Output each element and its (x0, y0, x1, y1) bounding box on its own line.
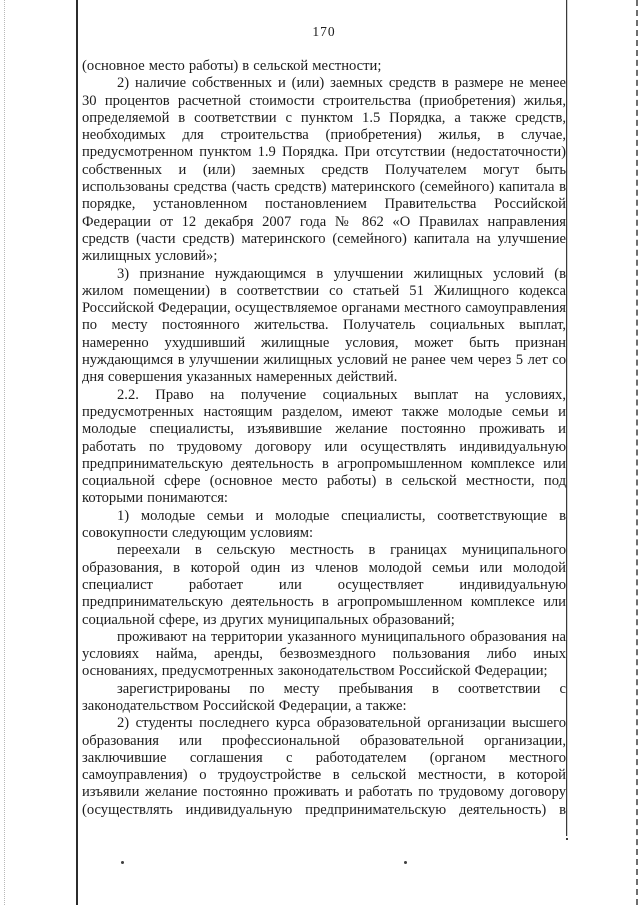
scan-right-edge-line (636, 0, 638, 905)
para-item-3-housing-need: 3) признание нуждающимся в улучшении жилищных условий (в жилом помещении) в соответствии со статьей 51 Жилищного кодекса Российской Федерации, осуществляемое органами местного самоуправления по месту постоянного жительства. Получатель социальных выплат, намеренно ухудшивший жилищные условия, может быть признан нуждающимся в улучшении жилищных условий не ранее чем через 5 лет со дня совершения указанных намеренных действий. (82, 265, 566, 386)
right-border-end-mark (566, 838, 568, 840)
para-section-2-2-right-to-payments: 2.2. Право на получение социальных выплат на условиях, предусмотренных настоящим разделом, имеют также молодые семьи и молодые специалисты, изъявившие желание постоянно проживать и работать по трудовому договору или осуществлять индивидуальную предпринимательскую деятельность в агропромышленном комплексе или социальной сфере (основное место работы) в сельской местности, под которыми понимаются: (82, 386, 566, 507)
page-number: 170 (312, 24, 336, 39)
para-residing-in-municipality: проживают на территории указанного муниципального образования на условиях найма, аренды, безвозмездного пользования либо иных основаниях, предусмотренных законодательством Российской Федерации; (82, 628, 566, 680)
scan-left-edge-artifact (4, 0, 5, 905)
para-item-1-young-families: 1) молодые семьи и молодые специалисты, соответствующие в совокупности следующим условиям: (82, 507, 566, 542)
para-continued-from-previous-page: (основное место работы) в сельской местности; (82, 58, 382, 74)
para-item-2-own-funds: 2) наличие собственных и (или) заемных средств в размере не менее 30 процентов расчетной стоимости строительства (приобретения) жилья, определяемой в соответствии с пунктом 1.5 Порядка, а также средств, необходимых для строительства (приобретения) жилья, в случае, предусмотренном пунктом 1.9 Порядка. При отсутствии (недостаточности) собственных и (или) заемных средств Получателем могут быть использованы средства (часть средств) материнского (семейного) капитала в порядке, установленном постановлением Правительства Российской Федерации от 12 декабря 2007 года № 862 «О Правилах направления средств (части средств) материнского (семейного) капитала на улучшение жилищных условий»; (82, 75, 566, 265)
para-moved-to-rural-area: переехали в сельскую местность в границах муниципального образования, в которой один из членов молодой семьи или молодой специалист работает или осуществляет индивидуальную предпринимательскую деятельность в агропромышленном комплексе или социальной сфере, из других муниципальных образований; (82, 542, 566, 628)
left-border-line (76, 0, 78, 905)
right-border-line (566, 0, 567, 836)
para-registered-at-place-of-stay: зарегистрированы по месту пребывания в соответствии с законодательством Российской Федерации, а также: (82, 680, 566, 714)
stray-mark (404, 861, 407, 864)
para-item-2-students: 2) студенты последнего курса образовательной организации высшего образования или профессиональной образовательной организации, заключившие соглашения с работодателем (органом местного самоуправления) о трудоустройстве в сельской местности, в которой изъявили желание постоянно проживать и работать по трудовому договору (осуществлять индивидуальную предпринимательскую деятельность) в (82, 715, 566, 818)
stray-mark (121, 861, 124, 864)
document-body (82, 58, 566, 819)
